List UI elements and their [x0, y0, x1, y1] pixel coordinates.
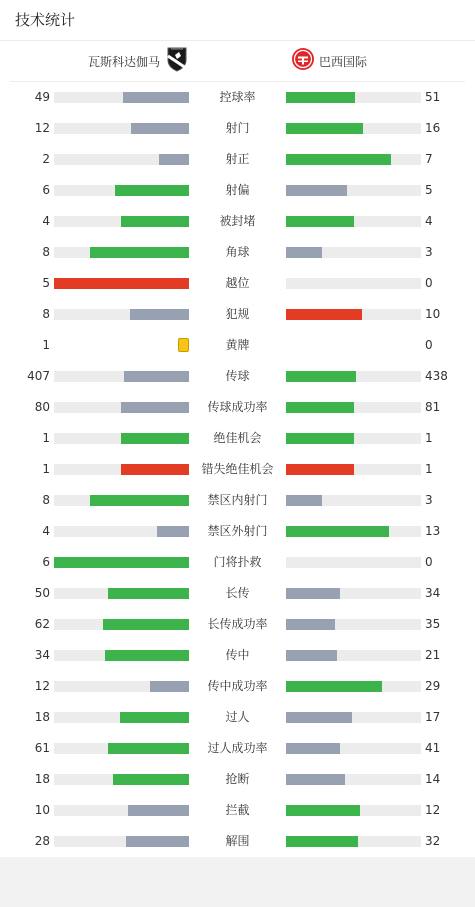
- away-stat-bar: [286, 743, 340, 754]
- home-team-crest-icon: [166, 46, 188, 76]
- stat-row: [0, 423, 475, 454]
- home-stat-value: 18: [34, 772, 50, 786]
- home-stat-bar: [121, 433, 189, 444]
- stat-label: 禁区内射门: [207, 493, 268, 507]
- away-stat-bar-track: [286, 92, 421, 103]
- away-stat-bar-track: [286, 619, 421, 630]
- away-stat-bar: [286, 402, 354, 413]
- home-stat-bar-track: [54, 154, 189, 165]
- stat-row: [0, 485, 475, 516]
- home-stat-bar: [54, 278, 189, 289]
- away-team[interactable]: [291, 48, 367, 74]
- away-team-crest-icon: [291, 47, 315, 75]
- yellow-card-icon: [178, 338, 189, 352]
- home-stat-bar-track: [54, 557, 189, 568]
- home-stat-bar-track: [54, 278, 189, 289]
- home-stat-bar-track: [54, 681, 189, 692]
- team-header: [0, 41, 475, 81]
- home-stat-value: 62: [34, 617, 50, 631]
- stat-label: 犯规: [225, 307, 250, 321]
- home-stat-bar: [126, 836, 189, 847]
- stat-label: 解围: [225, 834, 250, 848]
- home-stat-value: 1: [42, 338, 50, 352]
- stat-label: 抢断: [225, 772, 250, 786]
- home-stat-bar: [159, 154, 189, 165]
- away-stat-value: 34: [425, 586, 441, 600]
- away-stat-bar: [286, 371, 356, 382]
- away-stat-value: 13: [425, 524, 441, 538]
- home-stat-value: 8: [42, 493, 50, 507]
- stat-row: [0, 299, 475, 330]
- home-stat-value: 8: [42, 307, 50, 321]
- home-stat-bar-track: [54, 526, 189, 537]
- stat-row: [0, 175, 475, 206]
- home-stat-bar-track: [54, 650, 189, 661]
- stat-row: [0, 578, 475, 609]
- stat-label: 角球: [225, 245, 250, 259]
- stat-row: [0, 454, 475, 485]
- stat-label: 被封堵: [219, 214, 256, 228]
- away-stat-value: 14: [425, 772, 441, 786]
- away-stat-value: 35: [425, 617, 441, 631]
- away-stat-value: 1: [425, 431, 433, 445]
- home-stat-value: 1: [42, 431, 50, 445]
- away-stat-value: 81: [425, 400, 441, 414]
- stat-row: [0, 392, 475, 423]
- away-stat-value: 5: [425, 183, 433, 197]
- away-stat-bar: [286, 712, 352, 723]
- stat-label: 绝佳机会: [213, 431, 262, 445]
- home-stat-bar: [150, 681, 189, 692]
- away-stat-bar: [286, 247, 322, 258]
- stat-row: [0, 144, 475, 175]
- home-stat-bar-track: [54, 805, 189, 816]
- home-stat-bar: [105, 650, 189, 661]
- away-stat-bar-track: [286, 557, 421, 568]
- home-stat-bar: [131, 123, 189, 134]
- away-stat-bar-track: [286, 402, 421, 413]
- home-stat-value: 6: [42, 183, 50, 197]
- away-stat-bar: [286, 495, 322, 506]
- home-stat-bar: [108, 743, 189, 754]
- home-stat-bar: [90, 247, 189, 258]
- stat-row: [0, 268, 475, 299]
- stat-row: [0, 113, 475, 144]
- home-stat-value: 1: [42, 462, 50, 476]
- away-stat-bar-track: [286, 743, 421, 754]
- stat-label: 越位: [225, 276, 250, 290]
- away-stat-bar-track: [286, 712, 421, 723]
- home-stat-bar-track: [54, 836, 189, 847]
- away-stat-bar: [286, 185, 347, 196]
- away-stat-bar-track: [286, 805, 421, 816]
- home-stat-bar: [115, 185, 189, 196]
- away-stat-bar: [286, 681, 382, 692]
- away-stat-value: 438: [425, 369, 448, 383]
- away-stat-bar-track: [286, 495, 421, 506]
- home-stat-value: 4: [42, 524, 50, 538]
- away-stat-bar-track: [286, 464, 421, 475]
- away-stat-value: 21: [425, 648, 441, 662]
- home-stat-bar-track: [54, 92, 189, 103]
- away-stat-value: 51: [425, 90, 441, 104]
- away-stat-bar: [286, 123, 363, 134]
- away-stat-bar: [286, 836, 358, 847]
- home-stat-value: 50: [34, 586, 50, 600]
- stat-label: 射正: [225, 152, 250, 166]
- home-stat-bar: [90, 495, 189, 506]
- stat-row: [0, 237, 475, 268]
- away-stat-bar-track: [286, 526, 421, 537]
- stat-row: [0, 733, 475, 764]
- home-stat-bar-track: [54, 123, 189, 134]
- stat-row: [0, 609, 475, 640]
- away-stat-bar-track: [286, 185, 421, 196]
- home-stat-bar: [108, 588, 189, 599]
- page-title: 技术统计: [15, 11, 76, 29]
- away-stat-value: 17: [425, 710, 441, 724]
- away-stat-bar-track: [286, 371, 421, 382]
- stat-label: 错失绝佳机会: [201, 462, 274, 476]
- away-stat-bar-track: [286, 774, 421, 785]
- stat-row: [0, 826, 475, 857]
- home-stat-value: 34: [34, 648, 50, 662]
- away-stat-value: 3: [425, 245, 433, 259]
- away-stat-value: 32: [425, 834, 441, 848]
- stat-label: 禁区外射门: [207, 524, 268, 538]
- home-stat-bar: [113, 774, 189, 785]
- away-stat-value: 1: [425, 462, 433, 476]
- away-stat-bar-track: [286, 247, 421, 258]
- home-stat-bar-track: [54, 247, 189, 258]
- away-stat-bar: [286, 619, 335, 630]
- stat-label: 射偏: [225, 183, 250, 197]
- home-stat-value: 80: [34, 400, 50, 414]
- home-stat-bar-track: [54, 743, 189, 754]
- home-stat-value: 6: [42, 555, 50, 569]
- home-stat-value: 12: [34, 679, 50, 693]
- away-stat-bar: [286, 526, 389, 537]
- away-stat-bar-track: [286, 278, 421, 289]
- home-stat-bar-track: [54, 619, 189, 630]
- home-stat-value: 5: [42, 276, 50, 290]
- home-stat-value: 28: [34, 834, 50, 848]
- home-stat-value: 10: [34, 803, 50, 817]
- home-stat-bar: [54, 557, 189, 568]
- away-stat-value: 41: [425, 741, 441, 755]
- stat-label: 门将扑救: [213, 555, 262, 569]
- home-stat-bar: [157, 526, 189, 537]
- stat-row: [0, 764, 475, 795]
- away-stat-value: 10: [425, 307, 441, 321]
- stat-row: [0, 206, 475, 237]
- away-stat-bar: [286, 650, 337, 661]
- home-stat-bar: [124, 371, 189, 382]
- home-stat-value: 12: [34, 121, 50, 135]
- away-stat-bar-track: [286, 588, 421, 599]
- home-stat-bar-track: [54, 712, 189, 723]
- home-stat-bar: [121, 464, 189, 475]
- stat-label: 传中: [225, 648, 250, 662]
- away-stat-bar: [286, 216, 354, 227]
- stat-label: 长传成功率: [207, 617, 268, 631]
- home-stat-bar-track: [54, 402, 189, 413]
- stat-label: 拦截: [225, 803, 250, 817]
- home-stat-bar-track: [54, 309, 189, 320]
- stat-label: 传球: [225, 369, 250, 383]
- home-stat-bar-track: [54, 588, 189, 599]
- stat-row: [0, 671, 475, 702]
- away-stat-bar-track: [286, 309, 421, 320]
- away-stat-bar-track: [286, 681, 421, 692]
- home-stat-bar: [130, 309, 189, 320]
- home-stat-bar: [121, 216, 189, 227]
- stat-row: [0, 330, 475, 361]
- stat-label: 长传: [225, 586, 250, 600]
- away-stat-bar: [286, 805, 360, 816]
- away-stat-bar: [286, 588, 340, 599]
- stat-label: 黄牌: [225, 338, 250, 352]
- away-stat-value: 0: [425, 338, 433, 352]
- home-stat-bar: [103, 619, 189, 630]
- home-stat-value: 49: [34, 90, 50, 104]
- home-stat-bar: [121, 402, 189, 413]
- home-stat-value: 2: [42, 152, 50, 166]
- home-stat-bar-track: [54, 216, 189, 227]
- away-stat-bar-track: [286, 123, 421, 134]
- stat-row: [0, 82, 475, 113]
- home-stat-bar: [123, 92, 189, 103]
- home-stat-value: 407: [27, 369, 50, 383]
- home-stat-bar-track: [54, 371, 189, 382]
- home-stat-bar-track: [54, 433, 189, 444]
- home-stat-value: 18: [34, 710, 50, 724]
- home-stat-bar-track: [54, 464, 189, 475]
- away-stat-bar: [286, 464, 354, 475]
- stat-label: 控球率: [219, 90, 256, 104]
- away-stat-value: 12: [425, 803, 441, 817]
- away-stat-value: 0: [425, 276, 433, 290]
- home-stat-value: 4: [42, 214, 50, 228]
- away-stat-bar-track: [286, 433, 421, 444]
- stat-row: [0, 361, 475, 392]
- away-stat-bar: [286, 154, 391, 165]
- away-stat-value: 0: [425, 555, 433, 569]
- home-stat-bar: [128, 805, 189, 816]
- home-stat-bar-track: [54, 495, 189, 506]
- stat-label: 传球成功率: [207, 400, 268, 414]
- away-stat-value: 7: [425, 152, 433, 166]
- away-stat-bar-track: [286, 650, 421, 661]
- away-stat-bar-track: [286, 216, 421, 227]
- away-stat-bar: [286, 433, 354, 444]
- away-team-name: 巴西国际: [319, 54, 368, 69]
- away-stat-bar: [286, 92, 355, 103]
- home-stat-value: 8: [42, 245, 50, 259]
- away-stat-value: 29: [425, 679, 441, 693]
- away-stat-value: 3: [425, 493, 433, 507]
- home-stat-bar-track: [54, 774, 189, 785]
- home-team-name: 瓦斯科达伽马: [87, 54, 160, 69]
- stat-row: [0, 702, 475, 733]
- stat-row: [0, 795, 475, 826]
- stat-label: 传中成功率: [207, 679, 268, 693]
- stat-row: [0, 640, 475, 671]
- away-stat-value: 16: [425, 121, 441, 135]
- away-stat-bar: [286, 774, 345, 785]
- stat-row: [0, 516, 475, 547]
- away-stat-bar-track: [286, 154, 421, 165]
- home-stat-bar-track: [54, 185, 189, 196]
- stat-label: 过人成功率: [207, 741, 268, 755]
- away-stat-bar-track: [286, 836, 421, 847]
- stat-label: 射门: [225, 121, 250, 135]
- home-team[interactable]: [88, 48, 188, 74]
- stat-label: 过人: [225, 710, 250, 724]
- away-stat-value: 4: [425, 214, 433, 228]
- home-stat-value: 61: [34, 741, 50, 755]
- away-stat-bar: [286, 309, 362, 320]
- stat-row: [0, 547, 475, 578]
- home-stat-bar: [120, 712, 189, 723]
